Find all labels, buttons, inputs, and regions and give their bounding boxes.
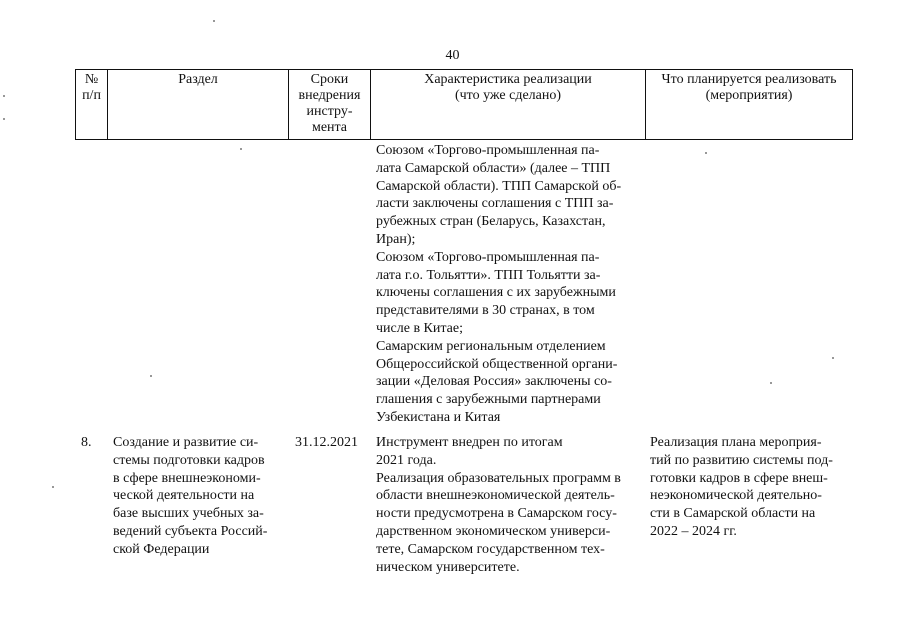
text-line: Создание и развитие си- [113,435,259,450]
page-number: 40 [445,48,460,63]
text-line: Союзом «Торгово-промышленная па- [376,143,600,158]
text-line: Узбекистана и Китая [376,409,501,425]
header-num-line: № [84,72,99,87]
text-line: 2021 года. [376,452,437,468]
header-dates-line: Сроки [310,72,349,87]
column-border-6 [852,69,853,140]
scan-speck [150,375,152,377]
header-dates-line: мента [311,120,348,135]
text-line: неэкономической деятельно- [650,488,822,504]
text-line: ключены соглашения с их зарубежными [376,285,616,301]
text-line: тий по развитию системы под- [650,452,833,468]
table-header-bottom-border [75,139,853,140]
header-done-line: (что уже сделано) [454,88,562,103]
text-line: дарственном экономическом универси- [376,523,611,539]
scan-speck [705,152,707,154]
scan-speck [52,486,54,488]
text-line: Самарским региональным отделением [376,338,606,354]
table-top-border [75,69,853,70]
scan-speck [770,382,772,384]
scan-speck [3,118,5,120]
text-line: сти в Самарской области на [650,506,816,522]
header-done-line: Характеристика реализации [424,72,592,87]
text-line: Инструмент внедрен по итогам [376,435,563,450]
text-line: готовки кадров в сфере внеш- [650,470,828,486]
row8-section [113,434,281,559]
scan-speck [832,357,834,359]
text-line: зации «Деловая Россия» заключены со- [376,374,612,390]
text-line: лата г.о. Тольятти». ТПП Тольятти за- [376,267,601,283]
text-line: ской Федерации [113,541,210,557]
text-line: Самарской области). ТПП Самарской об- [376,178,622,194]
row8-date: 31.12.2021 [295,435,358,450]
header-planned-line: Что планируется реализовать [661,72,837,87]
text-line: ласти заключены соглашения с ТПП за- [376,196,614,212]
header-dates [289,72,370,136]
text-line: стемы подготовки кадров [113,452,265,468]
text-line: в сфере внешнеэкономи- [113,470,261,486]
text-line: Союзом «Торгово-промышленная па- [376,249,600,265]
text-line: представителями в 30 странах, в том [376,303,595,319]
text-line: ническом университете. [376,559,520,575]
text-line: Иран); [376,231,416,247]
text-line: ческой деятельности на [113,488,255,504]
row8-planned [650,434,848,541]
text-line: базе высших учебных за- [113,506,264,522]
row8-num: 8. [81,435,92,450]
text-line: лата Самарской области» (далее – ТПП [376,160,611,176]
header-num-line: п/п [82,88,101,103]
text-line: области внешнеэкономической деятель- [376,488,615,504]
text-line: Общероссийской общественной органи- [376,356,618,372]
header-num [76,72,107,104]
text-line: 2022 – 2024 гг. [650,523,737,539]
scan-speck [3,95,5,97]
row8-done [376,434,640,576]
text-line: ведений субъекта Россий- [113,523,268,539]
text-line: Реализация плана мероприя- [650,435,822,450]
header-dates-line: внедрения [298,88,361,103]
text-line: числе в Китае; [376,320,463,336]
header-planned [646,72,852,104]
header-section: Раздел [178,72,218,87]
scan-speck [240,148,242,150]
continued-done-text [376,142,638,427]
header-dates-line: инстру- [306,104,353,119]
text-line: тете, Самарском государственном тех- [376,541,605,557]
text-line: глашения с зарубежными партнерами [376,392,601,408]
scan-speck [213,20,215,22]
text-line: ности предусмотрена в Самарском госу- [376,506,617,522]
header-done [371,72,645,104]
text-line: рубежных стран (Беларусь, Казахстан, [376,214,606,230]
text-line: Реализация образовательных программ в [376,470,621,486]
header-planned-line: (мероприятия) [705,88,793,103]
